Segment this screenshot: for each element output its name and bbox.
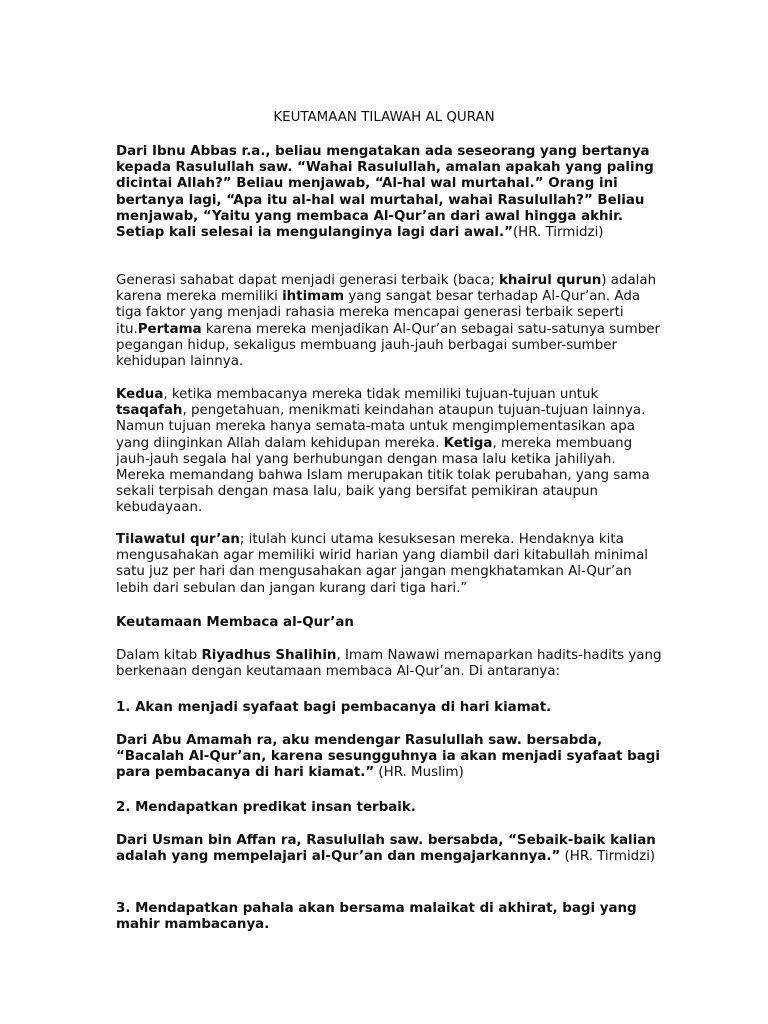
term-ihtimam: ihtimam <box>282 289 345 305</box>
text-run: Dalam kitab <box>116 648 202 663</box>
text-run: karena mereka menjadikan Al-Qur’an sebagai satu-satunya sumber pegangan hidup, sekaligus membuang jauh-jauh berbagai sumber-sumber kehidupan lainnya. <box>116 321 660 370</box>
text-run: , Imam Nawawi memaparkan hadits-hadits yang berkenaan dengan keutamaan membaca Al-Qur’an. Di antaranya: <box>116 648 662 680</box>
term-khairul-qurun: khairul qurun <box>499 273 602 288</box>
hadith-usman-bin-affan <box>116 833 664 865</box>
point-1-text: 1. Akan menjadi syafaat bagi pembacanya di hari kiamat. <box>116 700 552 715</box>
term-pertama: Pertama <box>137 321 202 337</box>
paragraph-tilawatul-quran <box>116 532 664 597</box>
document-title: KEUTAMAAN TILAWAH AL QURAN <box>273 110 495 125</box>
hadith-text: Dari Ibnu Abbas r.a., beliau mengatakan ada seseorang yang bertanya kepada Rasulullah saw. “Wahai Rasulullah, amalan apakah yang paling dicintai Allah?” Beliau menjawab, “Al-hal wal murtahal.” Orang ini bertanya lagi, “Apa itu al-hal wal murtahal, wahai Rasulullah?” Beliau menjawab, “Yaitu yang membaca Al-Qur’an dari awal hingga akhir. Setiap kali selesai ia mengulanginya lagi dari awal.” <box>116 144 654 241</box>
hadith-source: (HR. Tirmidzi) <box>512 225 604 241</box>
point-1 <box>116 700 664 716</box>
point-2-text: 2. Mendapatkan predikat insan terbaik. <box>116 800 416 815</box>
term-ketiga: Ketiga <box>443 435 493 451</box>
hadith-text: Dari Abu Amamah ra, aku mendengar Rasulullah saw. bersabda, “Bacalah Al-Qur’an, karena sesungguhnya ia akan menjadi syafaat bagi para pembacanya di hari kiamat.” <box>116 733 660 781</box>
paragraph-kedua-ketiga <box>116 387 664 517</box>
hadith-abu-amamah <box>116 733 664 782</box>
text-run: Generasi sahabat dapat menjadi generasi terbaik (baca; <box>116 273 500 288</box>
hadith-text: Dari Usman bin Affan ra, Rasulullah saw. bersabda, “Sebaik-baik kalian adalah yang mempelajari al-Qur’an dan mengajarkannya.” <box>116 833 656 865</box>
term-tsaqafah: tsaqafah <box>116 403 183 419</box>
paragraph-riyadhus-shalihin <box>116 648 664 680</box>
text-run: , pengetahuan, menikmati keindahan ataupun tujuan-tujuan lainnya. Namun tujuan mereka hanya semata-mata untuk mengimplementasikan apa yang diinginkan Allah dalam kehidupan mereka. <box>116 403 646 451</box>
text-run: ) adalah karena mereka memiliki <box>116 273 657 305</box>
text-run: , ketika membacanya mereka tidak memiliki tujuan-tujuan untuk <box>163 387 599 402</box>
text-run: ; itulah kunci utama kesuksesan mereka. Hendaknya kita mengusahakan agar memiliki wirid harian yang diambil dari kitabullah minimal satu juz per hari dan mengusahakan agar jangan mengkhatamkan Al-Qur’an lebih dari sebulan dan jangan kurang dari tiga hari.” <box>116 532 648 596</box>
point-2 <box>116 800 664 816</box>
term-riyadhus-shalihin: Riyadhus Shalihin <box>201 648 337 663</box>
hadith-source: (HR. Muslim) <box>374 765 464 781</box>
hadith-ibnu-abbas <box>116 144 664 241</box>
hadith-source: (HR. Tirmidzi) <box>560 849 656 865</box>
section-heading-keutamaan <box>116 615 664 631</box>
heading-text: Keutamaan Membaca al-Qur’an <box>116 615 354 630</box>
point-3-text: 3. Mendapatkan pahala akan bersama malaikat di akhirat, bagi yang mahir mambacanya. <box>116 901 637 933</box>
term-tilawatul-quran: Tilawatul qur’an <box>116 532 240 547</box>
paragraph-generasi-sahabat <box>116 273 664 370</box>
term-kedua: Kedua <box>116 387 164 402</box>
text-run: yang sangat besar terhadap Al-Qur’an. Ada tiga faktor yang menjadi rahasia mereka mencapai generasi terbaik seperti itu. <box>116 289 641 337</box>
point-3 <box>116 901 664 933</box>
text-run: , mereka membuang jauh-jauh segala hal yang berhubungan dengan masa lalu ketika jahiliyah. Mereka memandang bahwa Islam merupakan titik tolak perubahan, yang sama sekali terpisah dengan masa lalu, baik yang bersifat pemikiran ataupun kebudayaan. <box>116 435 650 516</box>
